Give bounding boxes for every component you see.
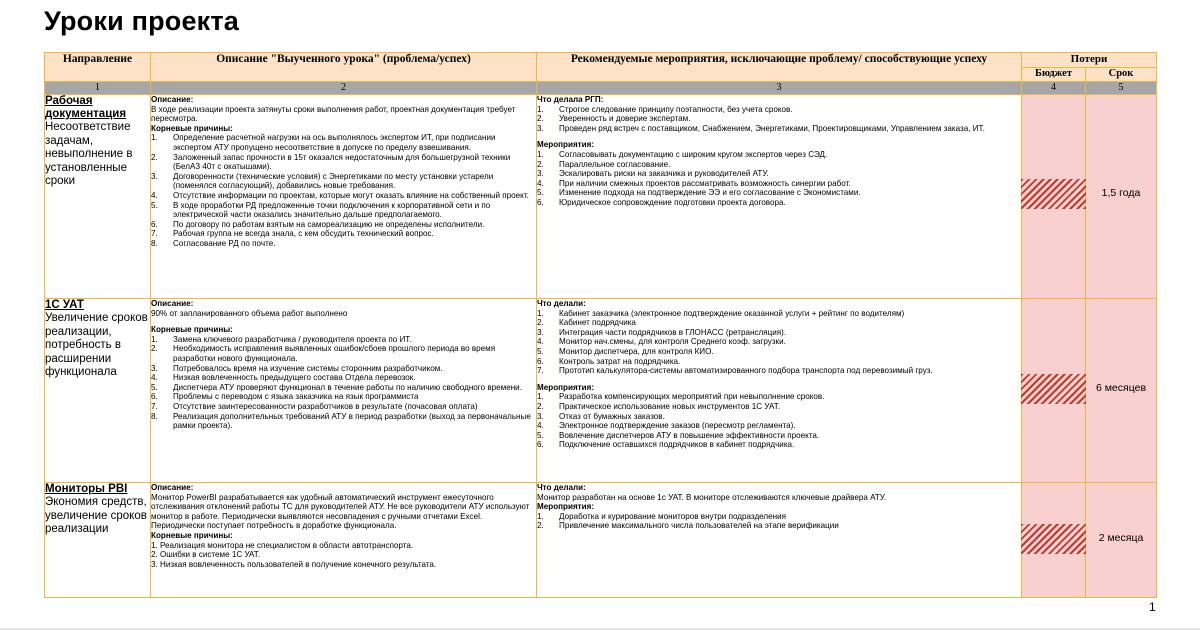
budget-cell [1022,299,1086,483]
list-item: 3. Низкая вовлеченность пользователей в получение конечного результата. [151,559,437,569]
list-item: 1. Определение расчетной нагрузки на ось выполнялось экспертом ИТ, при подписании экспертом АТУ пропущено несоответствие в допуске по пределу взвешивания. [151,133,496,152]
description-label: Описание: [151,299,194,308]
header-description: Описание "Выученного урока" (проблема/успех) [151,53,537,82]
list-item: 2. Заложенный запас прочности в 15т оказался недостаточным для большегрузной техники (БелАЗ 40т с окатышами). [151,152,511,172]
header-budget: Бюджет [1022,68,1086,82]
description-label: Описание: [151,483,194,492]
list-item: 1. Доработка и курирование мониторов внутри подразделения [537,511,786,521]
list-item: 1. Замена ключевого разработчика / руководителя проекта по ИТ. [151,334,412,344]
term-cell [1086,95,1157,299]
direction-description: Экономия средств, увеличение сроков реализации [45,496,147,536]
measures-label: Мероприятия: [537,502,595,512]
budget-hatch [1021,374,1092,404]
direction-cell [45,299,151,483]
list-item: 2. Кабинет подрядчика [537,318,636,328]
measures-cell [537,95,1022,299]
table-row [45,299,1157,483]
list-item: 4. При наличии смежных проектов рассматривать возможность синергии работ. [537,178,851,188]
table-row [45,95,1157,299]
description-text: Монитор PowerBI разрабатывается как удобный автоматический инструмент ежесуточного отслеживания отклонений работы ТС для руководителей АТУ. Не все руководители АТУ используют монитор в работе. Периодически выявляются несовпадения с ручными отчетами Excel. Периодически поступает потребность в доработке функционала. [151,492,530,531]
list-item: 1. Реализация монитора не специалистом в области автотранспорта. [151,540,414,550]
list-item: 5. Монитор диспетчера, для контроля КИО. [537,346,714,356]
header-losses: Потери [1022,53,1157,68]
list-item: 1. Кабинет заказчика (электронное подтверждение оказанной услуги + рейтинг по водителям) [537,308,905,318]
list-item: 2. Практическое использование новых инструментов 1С УАТ. [537,401,781,411]
header-direction: Направление [45,53,151,82]
list-item: 2. Привлечение максимального числа пользователей на этапе верификации [537,521,839,531]
list-item: 5. Изменение подхода на подтверждение ЭЭ и его согласование с Экономистами. [537,188,861,198]
col-number-1: 1 [45,82,151,95]
list-item: 3. Договоренности (технические условия) с Энергетиками по месту установки устарели (поменялся согласующий), добавились новые требования. [151,171,494,191]
budget-hatch [1021,524,1092,554]
col-number-4: 4 [1022,82,1086,95]
did-label: Что делали: [537,299,586,308]
list-item: 3. Эскалировать риски на заказчика и руководителей АТУ. [537,169,769,179]
list-item: 2. Необходимость исправления выявленных ошибок/сбоев прошлого периода во время разработки нового функционала. [151,344,496,363]
list-item: 5. Вовлечение диспетчеров АТУ в повышение эффективности проекта. [537,430,820,440]
table-row [45,483,1157,598]
direction-title: 1С УАТ [45,299,84,311]
did-label: Что делала РГП: [537,95,604,104]
budget-cell [1022,95,1086,299]
term-value: 2 месяца [1098,532,1144,544]
list-item: 6. Юридическое сопровождение подготовки проекта договора. [537,197,786,207]
list-item: 1. Согласовывать документацию с широким кругом экспертов через СЭД. [537,149,828,159]
description-label: Описание: [151,95,194,104]
col-number-3: 3 [537,82,1022,95]
direction-description: Увеличение сроков реализации, потребность в расширении функционала [45,312,148,379]
list-item: 2. Ошибки в системе 1С УАТ. [151,550,261,560]
list-item: 3. Отказ от бумажных заказов. [537,411,665,421]
budget-hatch [1021,179,1092,209]
col-number-5: 5 [1086,82,1157,95]
description-cell [151,95,537,299]
list-item: 2. Уверенность и доверие экспертам. [537,114,691,124]
list-item: 8. Реализация дополнительных требований АТУ в период разработки (выход за первоначальные рамки проекта). [151,411,531,431]
budget-cell [1022,483,1086,598]
list-item: 4. Низкая вовлеченность предыдущего состава Отдела перевозок. [151,373,416,383]
list-item: 6. Контроль затрат на подрядчика. [537,356,681,366]
list-item: 7. Отсутствие заинтересованности разработчиков в результате (почасовая оплата) [151,401,478,411]
col-number-2: 2 [151,82,537,95]
list-item: 1. Строгое следование принципу поэтапности, без учета сроков. [537,104,793,114]
measures-label: Мероприятия: [537,382,595,392]
list-item: 5. Диспетчера АТУ проверяют функционал в течение работы по наличию свободного времени. [151,382,522,392]
list-item: 5. В ходе проработки РД предложенные точки подключения к корпоративной сети и по электрической части оказались значительно дальше предполагаемого. [151,200,491,220]
direction-title: Мониторы PBI [45,483,128,495]
list-item: 4. Отсутствие информации по проектам, которые могут оказать влияние на собственный проект. [151,190,529,200]
causes-label: Корневые причины: [151,325,233,335]
causes-label: Корневые причины: [151,123,233,133]
description-text: В ходе реализации проекта затянуты сроки выполнения работ, проектная документация требует пересмотра. [151,104,516,124]
term-value: 1,5 года [1101,187,1141,199]
list-item: 3. Потребовалось время на изучение системы сторонним разработчиком. [151,363,443,373]
list-item: 2. Параллельное согласование. [537,159,671,169]
measures-label: Мероприятия: [537,140,595,150]
header-term: Срок [1086,68,1157,82]
list-item: 3. Интеграция части подрядчиков в ГЛОНАСС (ретрансляция). [537,327,787,337]
did-label: Что делали: [537,483,586,492]
direction-description: Несоответствие задачам, невыполнение в установленные сроки [45,121,133,188]
list-item: 8. Согласование РД по почте. [151,238,276,248]
measures-cell [537,299,1022,483]
list-item: 1. Разработка компенсирующих мероприятий при невыполнение сроков. [537,392,825,402]
page-title: Уроки проекта [44,6,240,36]
did-text: Монитор разработан на основе 1с УАТ. В мониторе отслеживаются ключевые драйвера АТУ. [537,492,887,502]
lessons-table [44,52,1157,598]
header-measures: Рекомендуемые мероприятия, исключающие проблему/ способствующие успеху [537,53,1022,82]
list-item: 7. Прототип калькулятора-системы автоматизированного подбора транспорта под перевозимый груз. [537,366,933,376]
description-text: 90% от запланированного объема работ выполнено [151,308,348,318]
list-item: 4. Монитор нач.смены, для контроля Среднего коэф. загрузки. [537,337,786,347]
term-value: 6 месяцев [1095,382,1147,394]
list-item: 4. Электронное подтверждение заказов (пересмотр регламента). [537,421,796,431]
causes-label: Корневые причины: [151,530,233,540]
list-item: 3. Проведен ряд встреч с поставщиком, Снабжением, Энергетиками, Проектировщиками, Управлением заказа, ИТ. [537,123,985,133]
term-cell [1086,483,1157,598]
description-cell [151,299,537,483]
list-item: 6. По договору по работам взятым на самореализацию не определены исполнители. [151,219,485,229]
list-item: 6. Проблемы с переводом с языка заказчика на язык программиста [151,392,419,402]
direction-cell [45,483,151,598]
list-item: 6. Подключение оставшихся подрядчиков в кабинет подрядчика. [537,440,795,450]
description-cell [151,483,537,598]
measures-cell [537,483,1022,598]
page-divider [0,628,1200,630]
list-item: 7. Рабочая группа не всегда знала, с кем обсудить технический вопрос. [151,229,434,239]
direction-title: Рабочая документация [45,95,127,120]
page-number: 1 [1149,600,1156,614]
term-cell [1086,299,1157,483]
direction-cell [45,95,151,299]
